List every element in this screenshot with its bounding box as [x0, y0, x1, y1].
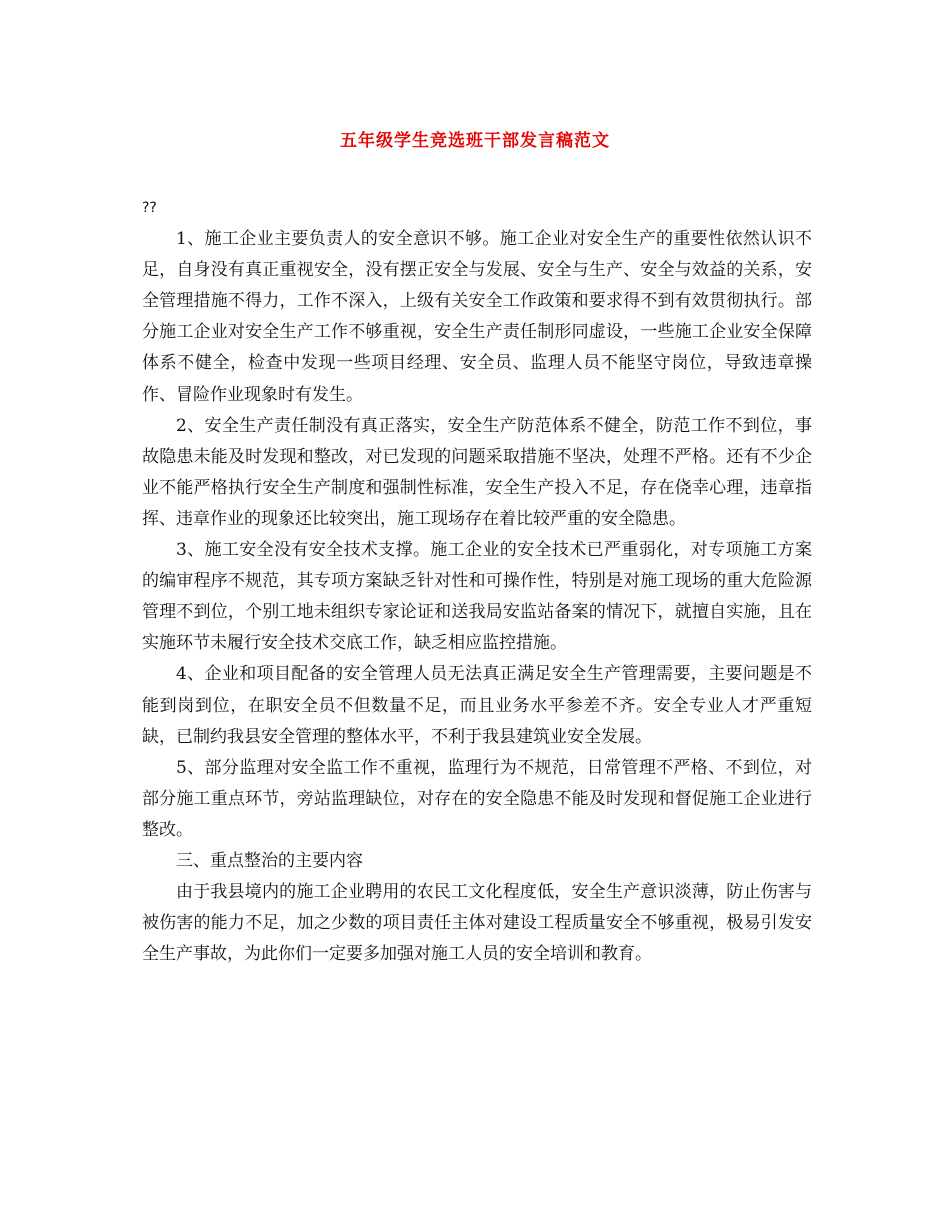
placeholder-marker: ??: [142, 200, 157, 216]
paragraph-2: 2、安全生产责任制没有真正落实，安全生产防范体系不健全，防范工作不到位，事故隐患未能及时发现和整改，对已发现的问题采取措施不坚决，处理不严格。还有不少企业不能严格执行安全生产制度和强制性标准，安全生产投入不足，存在侥幸心理，违章指挥、违章作业的现象还比较突出，施工现场存在着比较严重的安全隐患。: [142, 415, 812, 529]
paragraph-5: 5、部分监理对安全监工作不重视，监理行为不规范，日常管理不严格、不到位，对部分施工重点环节，旁站监理缺位，对存在的安全隐患不能及时发现和督促施工企业进行整改。: [142, 757, 812, 840]
paragraph-1: 1、施工企业主要负责人的安全意识不够。施工企业对安全生产的重要性依然认识不足，自身没有真正重视安全，没有摆正安全与发展、安全与生产、安全与效益的关系，安全管理措施不得力，工作不深入，上级有关安全工作政策和要求得不到有效贯彻执行。部分施工企业对安全生产工作不够重视，安全生产责任制形同虚设，一些施工企业安全保障体系不健全，检查中发现一些项目经理、安全员、监理人员不能坚守岗位，导致违章操作、冒险作业现象时有发生。: [142, 229, 812, 405]
document-title: 五年级学生竞选班干部发言稿范文: [340, 131, 610, 151]
paragraph-4: 4、企业和项目配备的安全管理人员无法真正满足安全生产管理需要，主要问题是不能到岗到位，在职安全员不但数量不足，而且业务水平参差不齐。安全专业人才严重短缺，已制约我县安全管理的整体水平，不利于我县建筑业安全发展。: [142, 664, 812, 747]
paragraph-6: 由于我县境内的施工企业聘用的农民工文化程度低，安全生产意识淡薄，防止伤害与被伤害的能力不足，加之少数的项目责任主体对建设工程质量安全不够重视，极易引发安全生产事故，为此你们一定要多加强对施工人员的安全培训和教育。: [142, 882, 812, 965]
paragraph-3: 3、施工安全没有安全技术支撑。施工企业的安全技术已严重弱化，对专项施工方案的编审程序不规范，其专项方案缺乏针对性和可操作性，特别是对施工现场的重大危险源管理不到位，个别工地未组织专家论证和送我局安监站备案的情况下，就擅自实施，且在实施环节未履行安全技术交底工作，缺乏相应监控措施。: [142, 540, 812, 654]
document-body: [142, 193, 812, 970]
section-heading: 三、重点整治的主要内容: [176, 850, 363, 871]
